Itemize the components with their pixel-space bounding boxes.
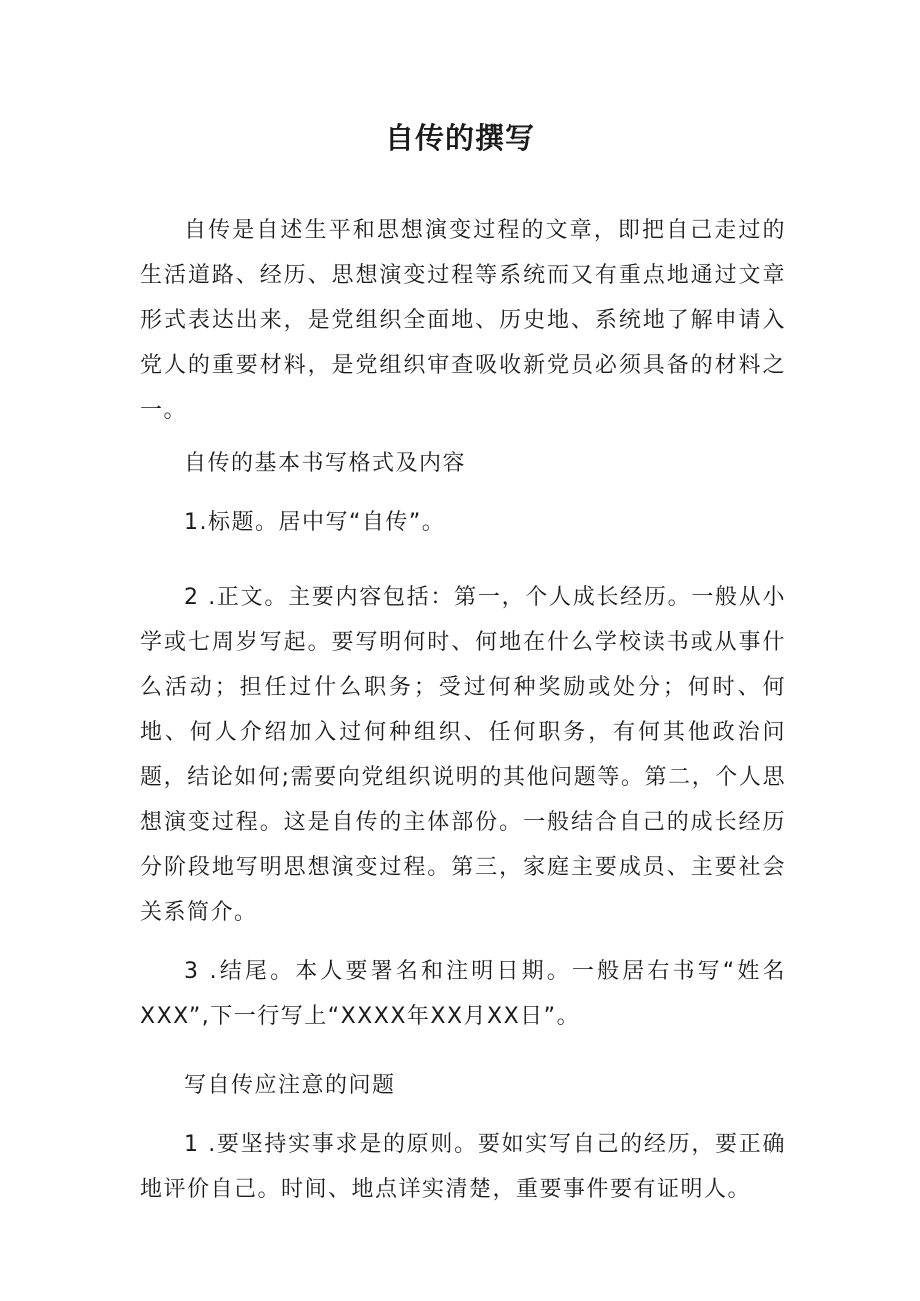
- section-heading-format: 自传的基本书写格式及内容: [184, 451, 467, 476]
- format-item-title: 1.标题。居中写“自传”。: [184, 510, 446, 535]
- intro-paragraph: 自传是自述生平和思想演变过程的文章，即把自己走过的生活道路、经历、思想演变过程等系统而又有重点地通过文章形式表达出来，是党组织全面地、历史地、系统地了解申请入党人的重要材料，是党组织审查吸收新党员必须具备的材料之一。: [140, 218, 786, 423]
- document-title: 自传的撰写: [384, 121, 535, 155]
- format-item-ending: 3 .结尾。本人要署名和注明日期。一般居右书写“姓名XXX”,下一行写上“XXXX年XX月XX日”。: [140, 959, 786, 1029]
- format-item-body: 2 .正文。主要内容包括：第一，个人成长经历。一般从小学或七周岁写起。要写明何时、何地在什么学校读书或从事什么活动；担任过什么职务；受过何种奖励或处分；何时、何地、何人介绍加入过何种组织、任何职务，有何其他政治问题，结论如何;需要向党组织说明的其他问题等。第二，个人思想演变过程。这是自传的主体部份。一般结合自己的成长经历分阶段地写明思想演变过程。第三，家庭主要成员、主要社会关系简介。: [140, 585, 786, 925]
- document-body: [140, 208, 786, 1212]
- section-heading-notes: 写自传应注意的问题: [184, 1073, 396, 1098]
- note-item-1: 1 .要坚持实事求是的原则。要如实写自己的经历，要正确地评价自己。时间、地点详实清楚，重要事件要有证明人。: [140, 1132, 786, 1202]
